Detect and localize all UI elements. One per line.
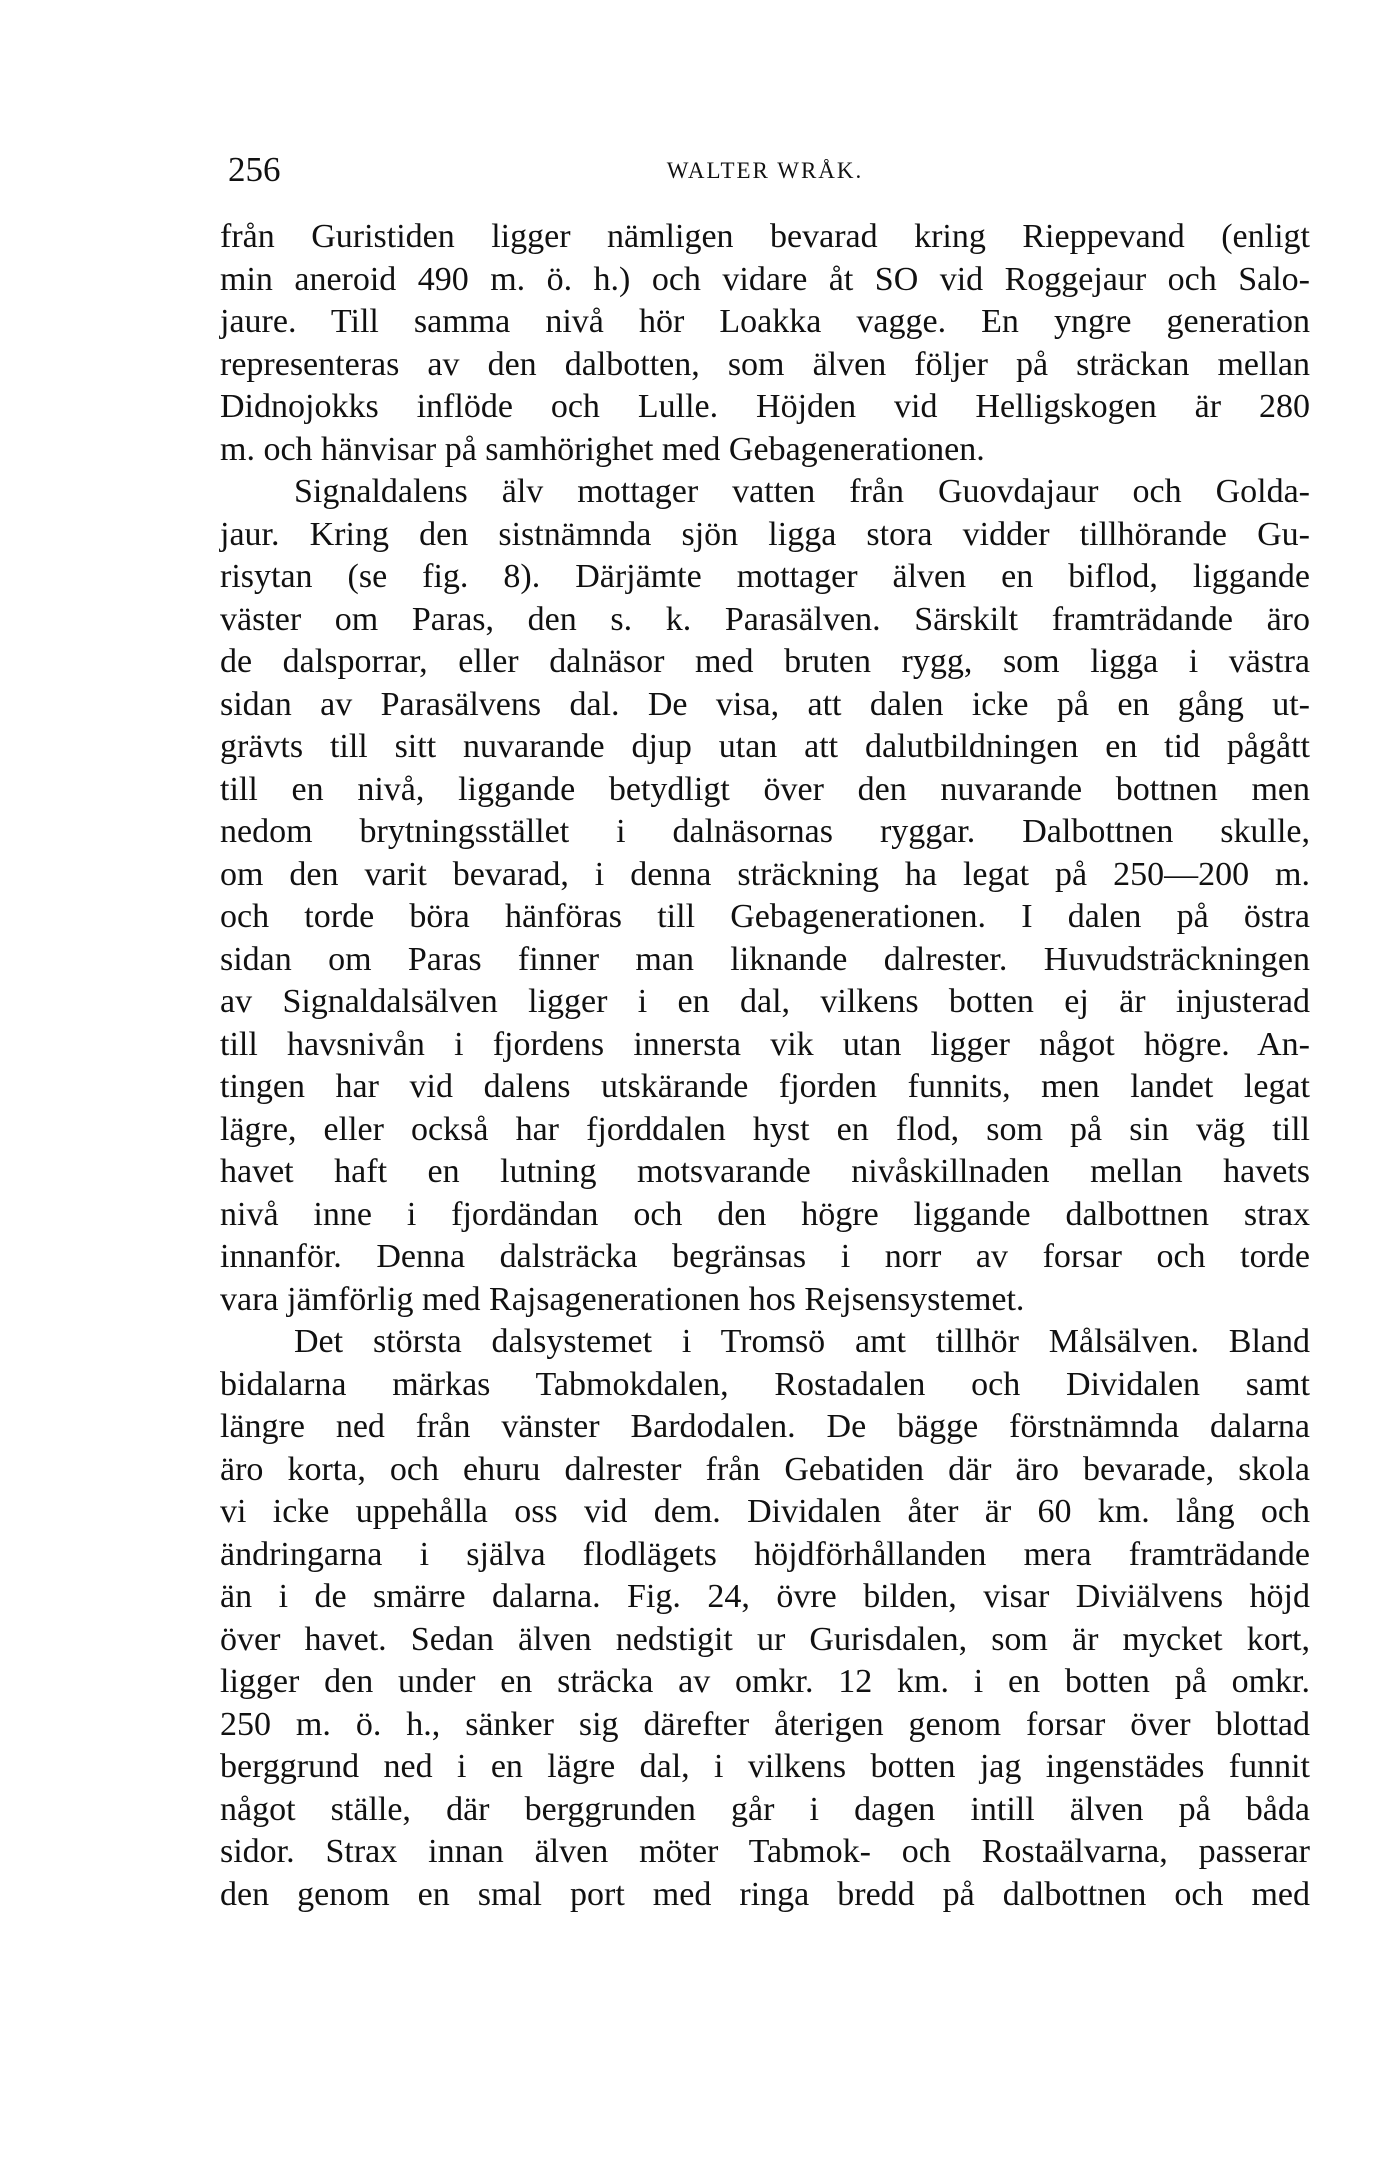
text-line: äro korta, och ehuru dalrester från Gebatiden där äro bevarade, skola xyxy=(220,1450,1310,1488)
text-line: väster om Paras, den s. k. Parasälven. Särskilt framträdande äro xyxy=(220,600,1310,638)
text-line: nedom brytningsstället i dalnäsornas ryggar. Dalbottnen skulle, xyxy=(220,813,1310,850)
text-line: nivå inne i fjordändan och den högre liggande dalbottnen strax xyxy=(220,1195,1310,1233)
text-line: m. och hänvisar på samhörighet med Gebagenerationen. xyxy=(220,430,985,468)
text-line: och torde böra hänföras till Gebagenerationen. I dalen på östra xyxy=(220,898,1310,935)
text-line: vara jämförlig med Rajsagenerationen hos Rejsensystemet. xyxy=(220,1280,1025,1318)
text-line: berggrund ned i en lägre dal, i vilkens botten jag ingenstädes funnit xyxy=(220,1748,1310,1785)
text-line: från Guristiden ligger nämligen bevarad kring Rieppevand (enligt xyxy=(220,218,1310,255)
text-line: tingen har vid dalens utskärande fjorden funnits, men landet legat xyxy=(220,1068,1310,1105)
text-line: de dalsporrar, eller dalnäsor med bruten rygg, som ligga i västra xyxy=(220,643,1310,680)
text-line: sidan av Parasälvens dal. De visa, att dalen icke på en gång ut- xyxy=(220,685,1310,723)
text-line: jaure. Till samma nivå hör Loakka vagge. En yngre generation xyxy=(220,303,1310,340)
text-line: den genom en smal port med ringa bredd på dalbottnen och med xyxy=(220,1875,1310,1913)
text-line: Det största dalsystemet i Tromsö amt tillhör Målsälven. Bland xyxy=(294,1323,1310,1360)
text-line: sidor. Strax innan älven möter Tabmok- och Rostaälvarna, passerar xyxy=(220,1833,1310,1870)
text-line: Didnojokks inflöde och Lulle. Höjden vid Helligskogen är 280 xyxy=(220,388,1310,425)
text-line: havet haft en lutning motsvarande nivåskillnaden mellan havets xyxy=(220,1153,1310,1190)
text-line: något ställe, där berggrunden går i dagen intill älven på båda xyxy=(220,1790,1310,1828)
text-line: vi icke uppehålla oss vid dem. Dividalen åter är 60 km. lång och xyxy=(220,1493,1310,1530)
text-line: grävts till sitt nuvarande djup utan att dalutbildningen en tid pågått xyxy=(220,728,1310,765)
text-line: lägre, eller också har fjorddalen hyst en flod, som på sin väg till xyxy=(220,1110,1310,1148)
text-line: ändringarna i själva flodlägets höjdförhållanden mera framträdande xyxy=(220,1535,1310,1573)
text-line: än i de smärre dalarna. Fig. 24, övre bilden, visar Diviälvens höjd xyxy=(220,1578,1310,1615)
text-line: innanför. Denna dalsträcka begränsas i norr av forsar och torde xyxy=(220,1238,1310,1275)
body-text xyxy=(220,216,1310,1916)
page-number: 256 xyxy=(228,150,281,189)
text-line: bidalarna märkas Tabmokdalen, Rostadalen och Dividalen samt xyxy=(220,1365,1310,1403)
text-line: jaur. Kring den sistnämnda sjön ligga stora vidder tillhörande Gu- xyxy=(220,515,1310,553)
text-line: 250 m. ö. h., sänker sig därefter återigen genom forsar över blottad xyxy=(220,1705,1310,1743)
text-line: sidan om Paras finner man liknande dalrester. Huvudsträckningen xyxy=(220,940,1310,978)
text-line: Signaldalens älv mottager vatten från Guovdajaur och Golda- xyxy=(294,473,1310,510)
text-line: om den varit bevarad, i denna sträckning ha legat på 250—200 m. xyxy=(220,855,1310,893)
text-line: risytan (se fig. 8). Därjämte mottager älven en biflod, liggande xyxy=(220,558,1310,595)
text-line: min aneroid 490 m. ö. h.) och vidare åt SO vid Roggejaur och Salo- xyxy=(220,260,1310,298)
running-title: WALTER WRÅK. xyxy=(666,158,864,183)
text-line: ligger den under en sträcka av omkr. 12 km. i en botten på omkr. xyxy=(220,1663,1310,1700)
text-line: längre ned från vänster Bardodalen. De bägge förstnämnda dalarna xyxy=(220,1408,1310,1445)
text-line: av Signaldalsälven ligger i en dal, vilkens botten ej är injusterad xyxy=(220,983,1310,1020)
text-line: representeras av den dalbotten, som älven följer på sträckan mellan xyxy=(220,345,1310,383)
text-line: till en nivå, liggande betydligt över den nuvarande bottnen men xyxy=(220,770,1310,808)
text-line: över havet. Sedan älven nedstigit ur Gurisdalen, som är mycket kort, xyxy=(220,1620,1310,1658)
running-head xyxy=(220,150,1310,190)
text-line: till havsnivån i fjordens innersta vik utan ligger något högre. An- xyxy=(220,1025,1310,1063)
